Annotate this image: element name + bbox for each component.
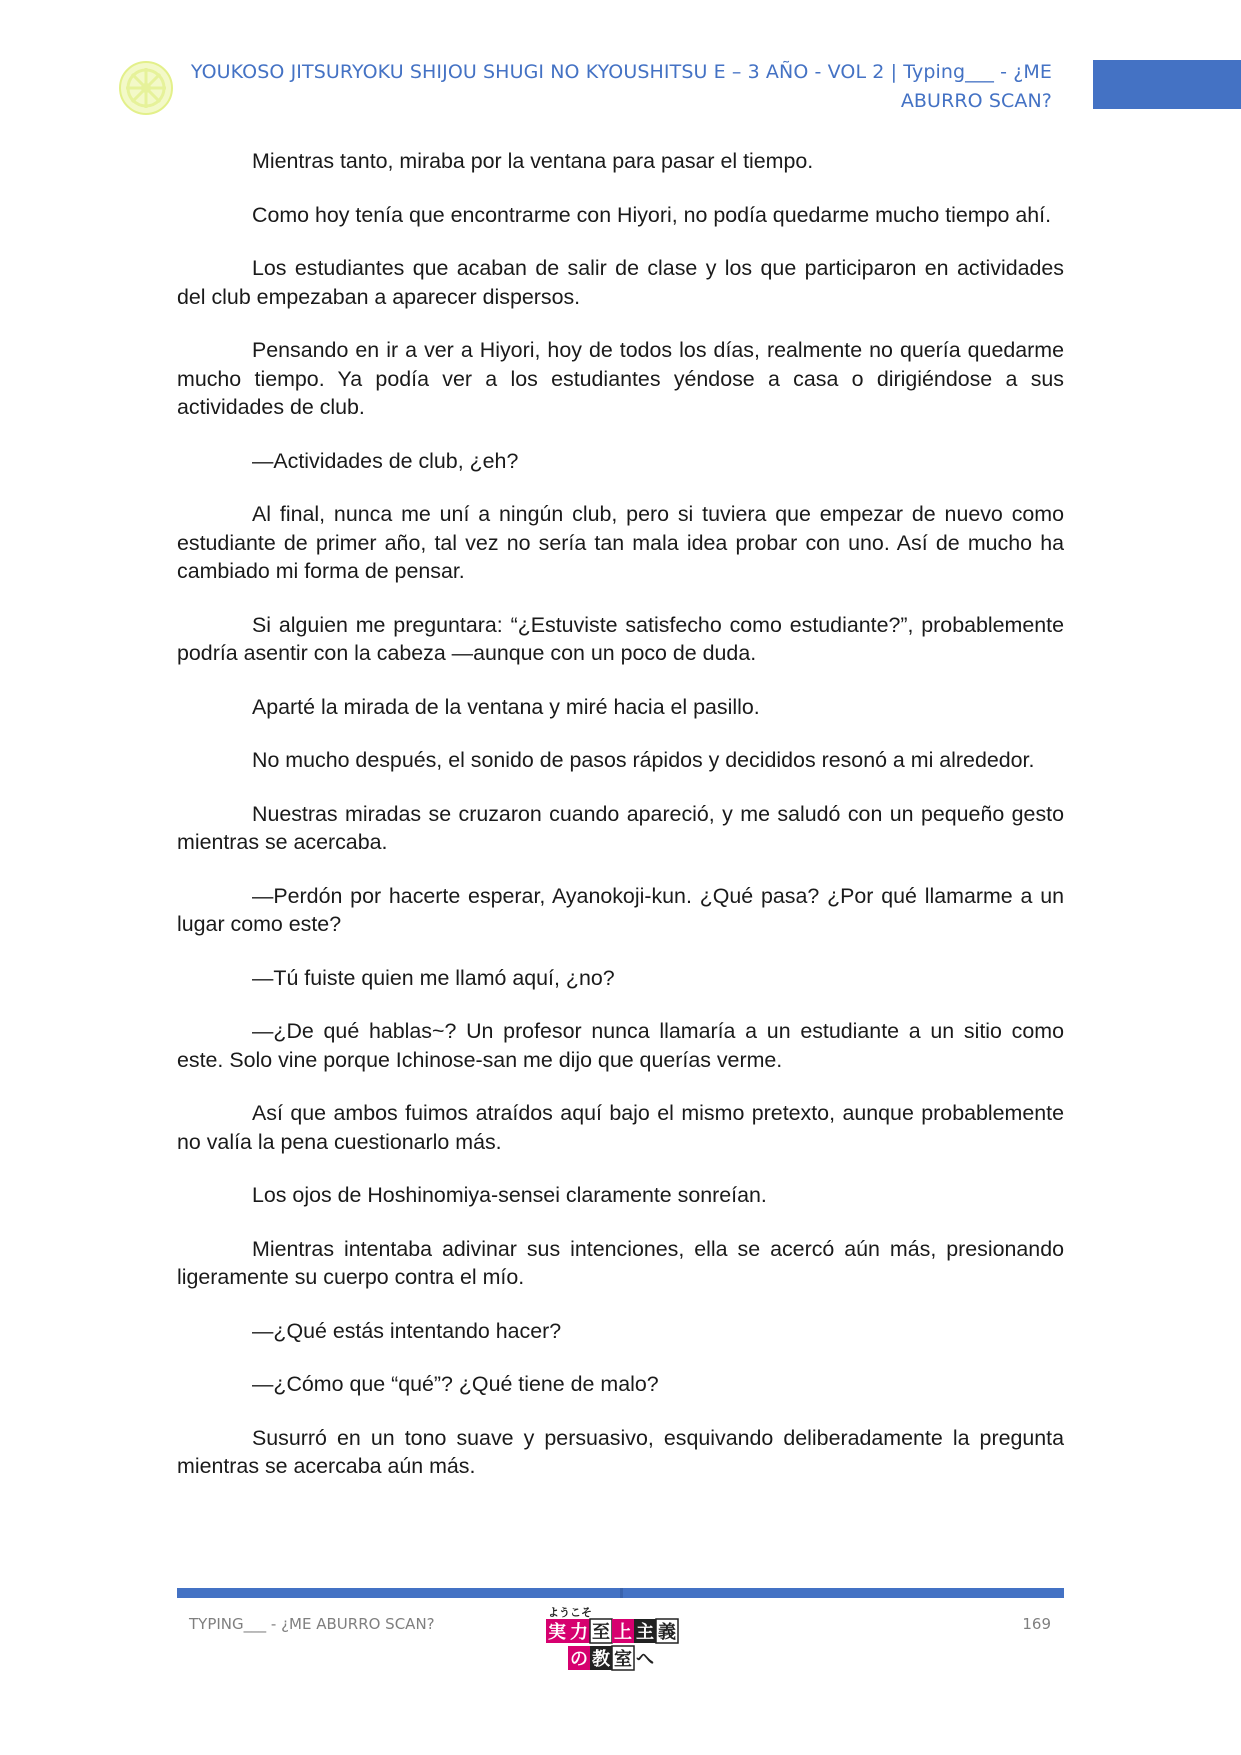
header-title-line-1: YOUKOSO JITSURYOKU SHIJOU SHUGI NO KYOUSHITSU E – 3 AÑO - VOL 2 | Typing___ - ¿ME [190, 61, 1052, 83]
paragraph: —¿Cómo que “qué”? ¿Qué tiene de malo? [252, 1372, 659, 1396]
logo-char: 力 [570, 1622, 588, 1643]
paragraph: —¿Qué estás intentando hacer? [252, 1318, 562, 1343]
paragraph: Mientras tanto, miraba por la ventana para pasar el tiempo. [252, 149, 814, 173]
wheel-emblem-icon [118, 60, 174, 116]
logo-char: 至 [592, 1622, 610, 1643]
paragraph: —Perdón por hacerte esperar, Ayanokoji-kun. ¿Qué pasa? ¿Por qué llamarme a un lugar como este? [177, 883, 1064, 936]
paragraph: Como hoy tenía que encontrarme con Hiyori, no podía quedarme mucho tiempo ahí. [252, 202, 1052, 227]
paragraph: Nuestras miradas se cruzaron cuando apareció, y me saludó con un pequeño gesto mientras se acercaba. [177, 801, 1064, 854]
logo-small-text: ようこそ [548, 1606, 592, 1619]
paragraph: —Actividades de club, ¿eh? [252, 448, 519, 473]
paragraph: Si alguien me preguntara: “¿Estuviste satisfecho como estudiante?”, probablemente podría asentir con la cabeza —aunque con un poco de duda. [177, 612, 1064, 665]
paragraph: —Tú fuiste quien me llamó aquí, ¿no? [252, 965, 615, 990]
logo-char: の [570, 1649, 588, 1670]
paragraph: Susurró en un tono suave y persuasivo, esquivando deliberadamente la pregunta mientras se acercaba aún más. [177, 1425, 1064, 1478]
paragraph: Así que ambos fuimos atraídos aquí bajo el mismo pretexto, aunque probablemente no valía la pena cuestionarlo más. [177, 1101, 1064, 1154]
header-title-line-2: ABURRO SCAN? [900, 90, 1052, 112]
paragraph: Mientras intentaba adivinar sus intenciones, ella se acercó aún más, presionando ligeramente su cuerpo contra el mío. [177, 1236, 1064, 1289]
paragraph: No mucho después, el sonido de pasos rápidos y decididos resonó a mi alrededor. [252, 748, 1035, 772]
page-number: 169 [1022, 1615, 1051, 1633]
logo-char: 実 [548, 1622, 566, 1643]
page-header-title [190, 58, 1052, 116]
paragraph: —¿De qué hablas~? Un profesor nunca llamaría a un estudiante a un sitio como este. Solo vine porque Ichinose-san me dijo que querías verme. [177, 1019, 1064, 1072]
paragraph: Aparté la mirada de la ventana y miré hacia el pasillo. [252, 694, 760, 719]
header-accent-bar [1093, 60, 1241, 109]
paragraph: Pensando en ir a ver a Hiyori, hoy de todos los días, realmente no quería quedarme mucho tiempo. Ya podía ver a los estudiantes yéndose a casa o dirigiéndose a sus actividades de club. [177, 338, 1064, 419]
paragraph: Los estudiantes que acaban de salir de clase y los que participaron en actividades del club empezaban a aparecer dispersos. [177, 256, 1064, 309]
logo-char: 上 [614, 1622, 632, 1643]
paragraph: Los ojos de Hoshinomiya-sensei claramente sonreían. [252, 1183, 767, 1207]
logo-char: 室 [614, 1649, 632, 1670]
footer-divider [177, 1588, 1064, 1598]
paragraph: Al final, nunca me uní a ningún club, pero si tuviera que empezar de nuevo como estudiante de primer año, tal vez no sería tan mala idea probar con uno. Así de mucho ha cambiado mi forma de pensar. [177, 502, 1064, 583]
footer-group-name: TYPING___ - ¿ME ABURRO SCAN? [189, 1615, 435, 1633]
logo-char: 教 [592, 1649, 610, 1670]
series-logo [546, 1604, 696, 1676]
logo-char: 主 [636, 1622, 654, 1643]
logo-char: へ [636, 1649, 654, 1670]
chapter-body [177, 147, 1064, 1506]
logo-char: 義 [658, 1622, 676, 1643]
